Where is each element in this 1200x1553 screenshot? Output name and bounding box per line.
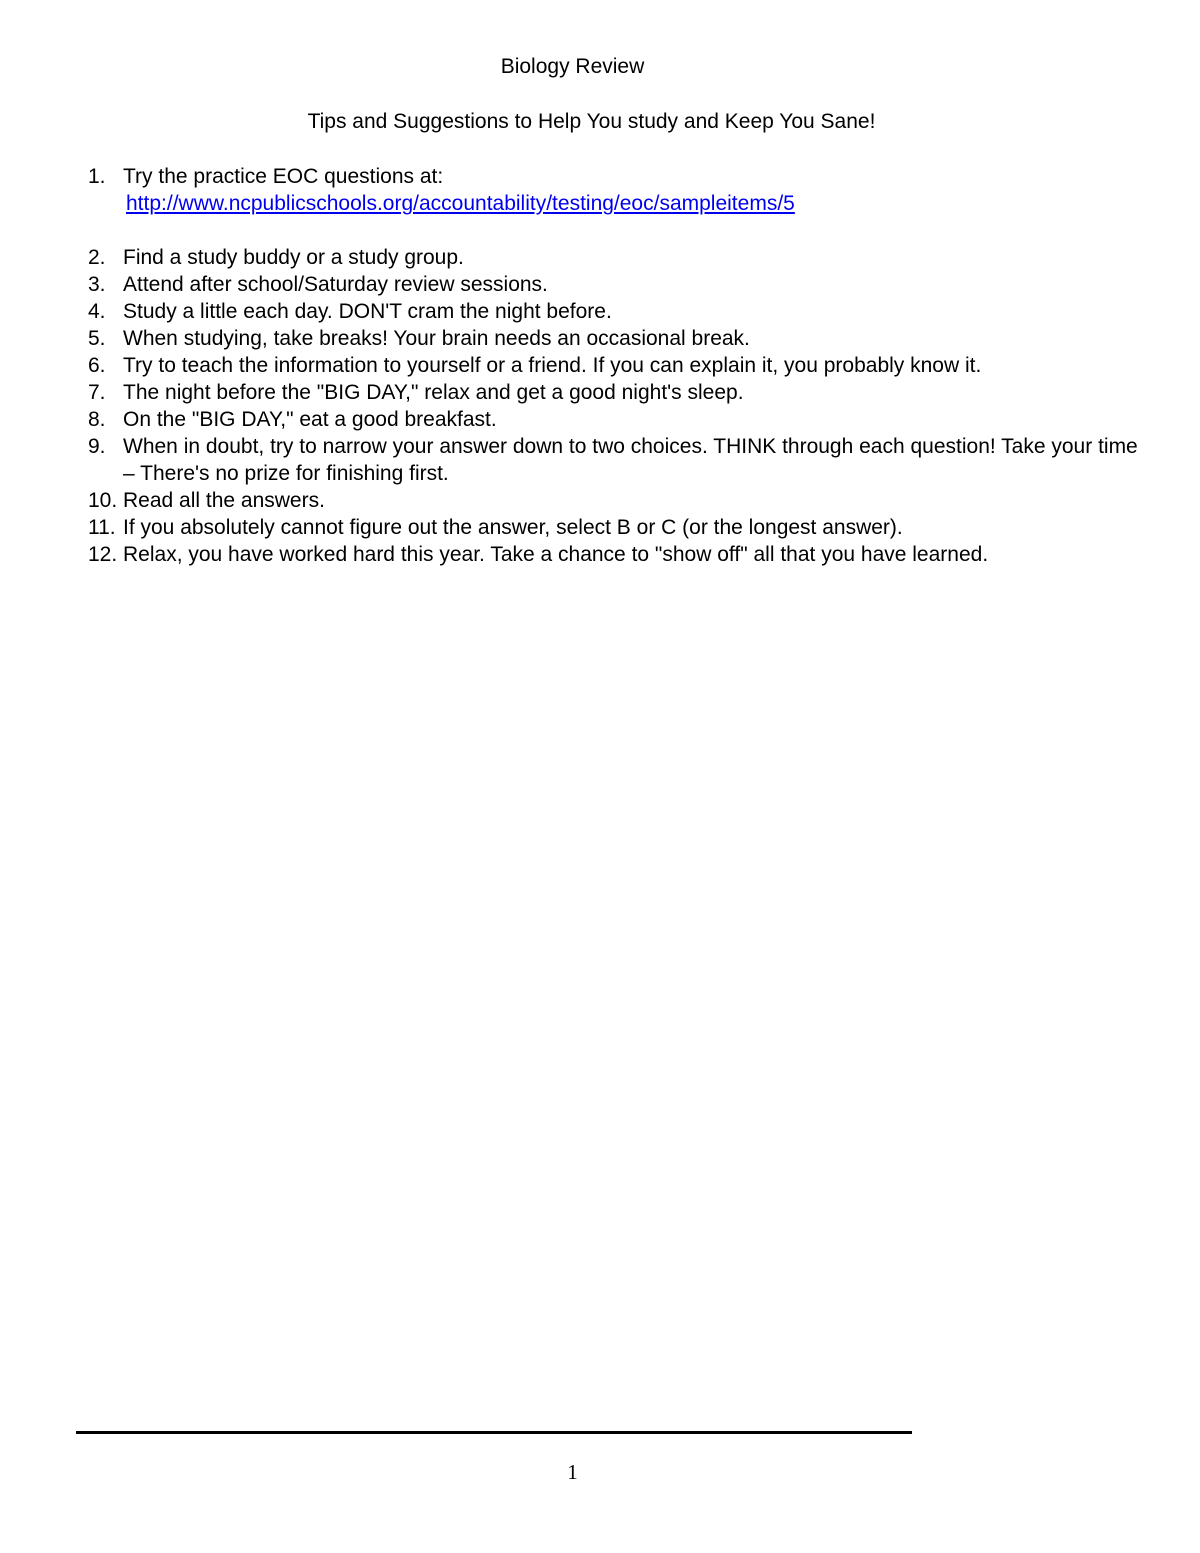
list-item-text: When studying, take breaks! Your brain needs an occasional break. xyxy=(123,327,750,350)
list-item-text: Attend after school/Saturday review sessions. xyxy=(123,273,548,296)
list-item xyxy=(88,514,1138,541)
list-item-number: 4. xyxy=(88,300,106,323)
page-title: Biology Review xyxy=(500,55,645,78)
list-item xyxy=(88,271,1138,298)
list-item-number: 2. xyxy=(88,246,106,269)
list-item-text: Read all the answers. xyxy=(123,489,325,512)
page-subtitle: Tips and Suggestions to Help You study and Keep You Sane! xyxy=(307,110,876,133)
list-item-text: Find a study buddy or a study group. xyxy=(123,246,464,269)
list-item-text: The night before the "BIG DAY," relax and get a good night's sleep. xyxy=(123,381,744,404)
list-item-number: 1. xyxy=(88,165,106,188)
page-number: 1 xyxy=(567,1460,578,1484)
list-item xyxy=(88,298,1138,325)
list-item-number: 5. xyxy=(88,327,106,350)
list-item xyxy=(88,487,1138,514)
list-item-text: Relax, you have worked hard this year. Take a chance to "show off" all that you have learned. xyxy=(123,543,989,566)
list-item xyxy=(88,406,1138,433)
list-item-number: 9. xyxy=(88,435,106,458)
list-item xyxy=(88,163,1138,217)
footer-divider xyxy=(76,1431,912,1434)
list-item-number: 8. xyxy=(88,408,106,431)
list-item-text: When in doubt, try to narrow your answer down to two choices. THINK through each question! Take your time – There's no prize for finishing first. xyxy=(123,435,1138,485)
practice-questions-link[interactable]: http://www.ncpublicschools.org/accountability/testing/eoc/sampleitems/5 xyxy=(126,192,795,215)
list-item xyxy=(88,244,1138,271)
list-item xyxy=(88,541,1138,568)
tips-list xyxy=(88,163,1138,568)
list-item-text: On the "BIG DAY," eat a good breakfast. xyxy=(123,408,497,431)
list-item xyxy=(88,352,1138,379)
list-item-text: Try to teach the information to yourself or a friend. If you can explain it, you probably know it. xyxy=(123,354,982,377)
list-spacer xyxy=(88,217,1138,244)
list-item xyxy=(88,325,1138,352)
list-item-label: Try the practice EOC questions at: xyxy=(123,165,444,188)
list-item-number: 3. xyxy=(88,273,106,296)
list-item-number: 7. xyxy=(88,381,106,404)
list-item xyxy=(88,379,1138,406)
list-item xyxy=(88,433,1138,487)
list-item-text: Study a little each day. DON'T cram the night before. xyxy=(123,300,612,323)
list-item-text xyxy=(123,163,1138,217)
list-item-number: 12. xyxy=(88,543,118,566)
list-item-number: 10. xyxy=(88,489,118,512)
list-item-text: If you absolutely cannot figure out the answer, select B or C (or the longest answer). xyxy=(123,516,903,539)
list-item-number: 11. xyxy=(88,516,116,539)
list-item-number: 6. xyxy=(88,354,106,377)
